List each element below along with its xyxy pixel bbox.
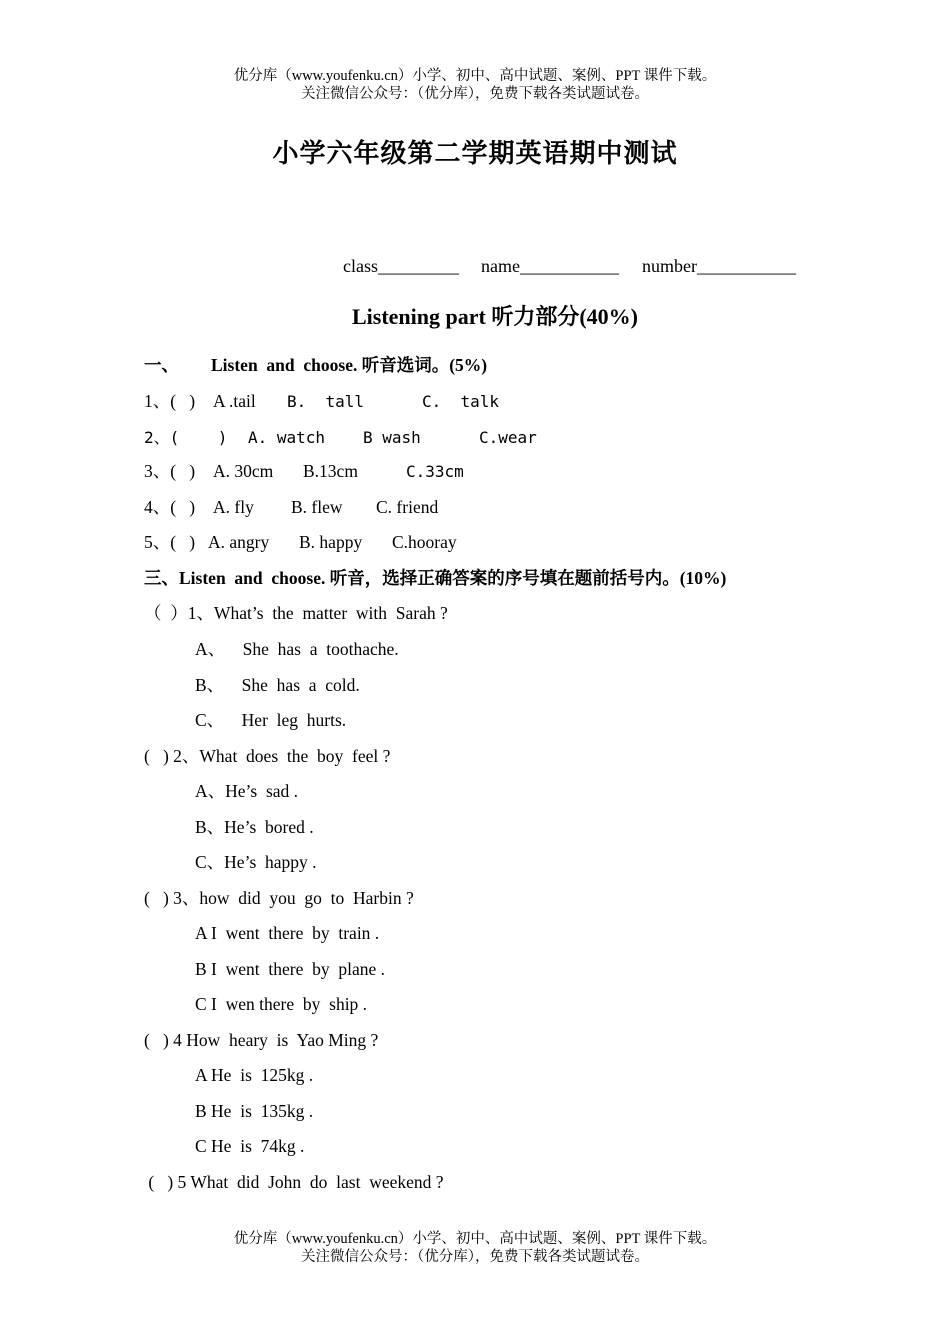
p1-q2-option-c: C.wear xyxy=(479,428,537,447)
p3-q3-stem: ( ) 3、how did you go to Harbin ? xyxy=(144,888,414,908)
p1-q5-option-c: C.hooray xyxy=(392,532,457,552)
p3-q3-option-c: C I wen there by ship . xyxy=(195,994,368,1014)
class-field: class_________ xyxy=(343,256,459,276)
p1-q2-option-a: A. watch xyxy=(248,428,326,447)
p1-q2-option-b: B wash xyxy=(363,428,421,447)
p1-q5-option-b: B. happy xyxy=(299,532,363,552)
p1-q1-option-a: A .tail xyxy=(213,391,256,411)
p1-q4-option-c: C. friend xyxy=(376,497,439,517)
page-title: 小学六年级第二学期英语期中测试 xyxy=(272,139,678,168)
p1-q5-option-a: A. angry xyxy=(208,532,270,552)
p3-q4-option-c: C He is 74kg . xyxy=(195,1136,305,1156)
p3-q1-option-c: C、 Her leg hurts. xyxy=(195,710,347,730)
p3-q5-stem: ( ) 5 What did John do last weekend ? xyxy=(144,1172,444,1192)
p3-q3-option-b: B I went there by plane . xyxy=(195,959,386,979)
header-watermark-line1: 优分库（www.youfenku.cn）小学、初中、高中试题、案例、PPT 课件下载。 xyxy=(233,68,717,84)
header-watermark-line2: 关注微信公众号：（优分库），免费下载各类试题试卷。 xyxy=(301,86,649,102)
p1-q2-number: 2、( ) xyxy=(144,428,228,447)
p3-q4-option-a: A He is 125kg . xyxy=(195,1065,314,1085)
p3-q3-option-a: A I went there by train . xyxy=(195,923,380,943)
p1-q3-option-a: A. 30cm xyxy=(213,461,274,481)
number-field: number___________ xyxy=(642,256,796,276)
p1-q3-option-b: B.13cm xyxy=(303,461,358,481)
footer-watermark-line1: 优分库（www.youfenku.cn）小学、初中、高中试题、案例、PPT 课件下载。 xyxy=(233,1231,717,1247)
section-title: Listening part 听力部分(40%) xyxy=(351,304,638,329)
p3-q1-option-a: A、 She has a toothache. xyxy=(195,639,399,659)
p1-q3-number: 3、( ) xyxy=(144,461,196,481)
p1-q1-option-b: B. tall xyxy=(287,392,365,411)
p3-q2-option-b: B、He’s bored . xyxy=(195,817,314,837)
p3-q1-stem: （ ）1、What’s the matter with Sarah ? xyxy=(144,603,448,623)
part1-heading: Listen and choose. 听音选词。(5%) xyxy=(211,355,488,375)
p3-q2-option-c: C、He’s happy . xyxy=(195,852,317,872)
p1-q5-number: 5、( ) xyxy=(144,532,196,552)
name-field: name___________ xyxy=(481,256,619,276)
part1-heading-number: 一、 xyxy=(144,355,179,375)
p1-q4-number: 4、( ) xyxy=(144,497,196,517)
p3-q2-stem: ( ) 2、What does the boy feel ? xyxy=(144,746,391,766)
p3-q4-option-b: B He is 135kg . xyxy=(195,1101,314,1121)
p1-q1-number: 1、( ) xyxy=(144,391,196,411)
part3-heading: 三、Listen and choose. 听音，选择正确答案的序号填在题前括号内。(10%) xyxy=(144,568,727,588)
p1-q4-option-a: A. fly xyxy=(213,497,254,517)
p1-q3-option-c: C.33cm xyxy=(406,462,464,481)
p3-q4-stem: ( ) 4 How heary is Yao Ming ? xyxy=(144,1030,379,1050)
footer-watermark-line2: 关注微信公众号：（优分库），免费下载各类试题试卷。 xyxy=(301,1249,649,1265)
p1-q4-option-b: B. flew xyxy=(291,497,343,517)
p1-q1-option-c: C. talk xyxy=(422,392,500,411)
p3-q2-option-a: A、He’s sad . xyxy=(195,781,299,801)
p3-q1-option-b: B、 She has a cold. xyxy=(195,675,360,695)
